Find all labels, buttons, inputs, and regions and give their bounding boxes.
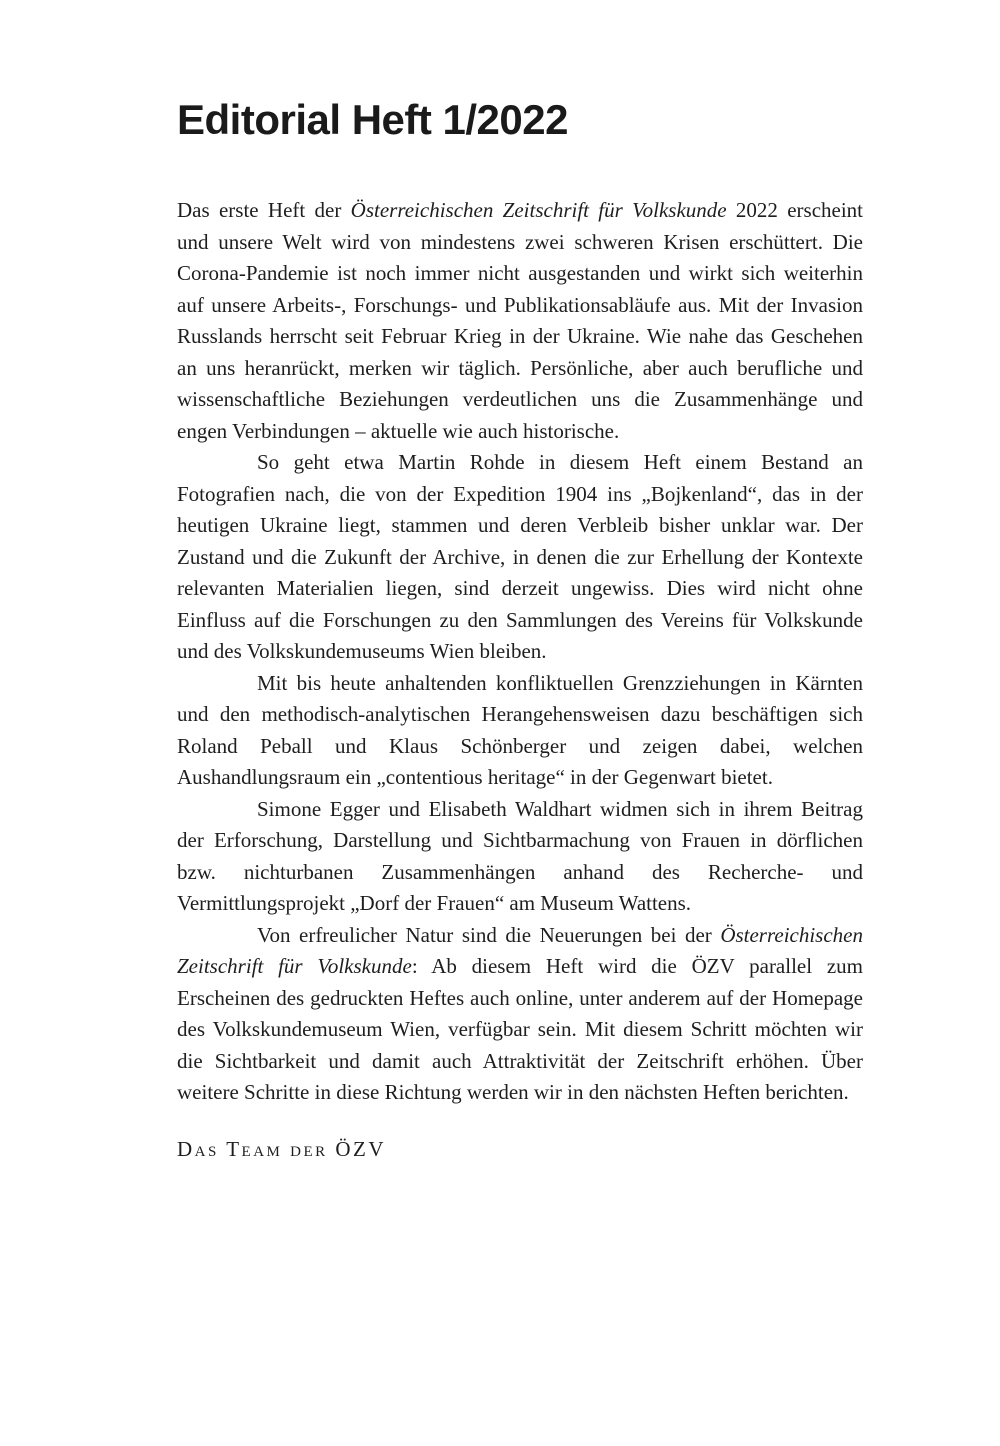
paragraph (177, 668, 863, 794)
paragraph-text: : Ab diesem Heft wird die ÖZV parallel zum Erscheinen des gedruckten Heftes auch online, unter anderem auf der Homepage des Volkskundemuseum Wien, verfügbar sein. Mit diesem Schritt möchten wir die Sichtbarkeit und damit auch Attraktivität der Zeitschrift erhöhen. Über weitere Schritte in diese Richtung werden wir in den nächsten Heften berichten. (177, 954, 863, 1105)
paragraph-text: So geht etwa Martin Rohde in diesem Heft einem Bestand an Fotografien nach, die von der Expedition 1904 ins „Bojkenland“, das in der heutigen Ukraine liegt, stammen und deren Verbleib bisher unklar war. Der Zustand und die Zukunft der Archive, in denen die zur Erhellung der Kontexte relevanten Materialien liegen, sind derzeit ungewiss. Dies wird nicht ohne Einfluss auf die Forschungen zu den Sammlungen des Vereins für Volkskunde und des Volkskundemuseums Wien bleiben. (177, 450, 863, 664)
paragraph-text: 2022 erscheint und unsere Welt wird von mindestens zwei schweren Krisen erschüttert. Die Corona-Pandemie ist noch immer nicht ausgestanden und wirkt sich weiterhin auf unsere Arbeits-, Forschungs- und Publikationsabläufe aus. Mit der Invasion Russlands herrscht seit Februar Krieg in der Ukraine. Wie nahe das Geschehen an uns heranrückt, merken wir täglich. Persönliche, aber auch berufliche und wissenschaftliche Beziehungen verdeutlichen uns die Zusammenhänge und engen Verbindungen – aktuelle wie auch historische. (177, 198, 864, 443)
paragraph-text: Das erste Heft der (177, 198, 351, 223)
page-title: Editorial Heft 1/2022 (177, 96, 568, 143)
journal-name-italic: Österreichischen Zeitschrift für Volkskunde (350, 198, 727, 223)
paragraph-text: Von erfreulicher Natur sind die Neuerungen bei der (257, 922, 721, 947)
paragraph-text: Mit bis heute anhaltenden konfliktuellen Grenzziehungen in Kärnten und den methodisch-analytischen Herangehensweisen dazu beschäftigen sich Roland Peball und Klaus Schönberger und zeigen dabei, welchen Aushandlungsraum ein „contentious heritage“ in der Gegenwart bietet. (177, 670, 863, 790)
paragraph (177, 794, 863, 920)
journal-name-italic: Österreichischen Zeitschrift für Volkskunde (177, 922, 863, 979)
paragraph (177, 920, 863, 1109)
page-content (177, 96, 863, 1162)
editorial-body (177, 195, 863, 1109)
signature: Das Team der ÖZV (177, 1136, 387, 1161)
paragraph (177, 447, 863, 668)
paragraph (177, 195, 863, 447)
paragraph-text: Simone Egger und Elisabeth Waldhart widmen sich in ihrem Beitrag der Erforschung, Darstellung und Sichtbarmachung von Frauen in dörflichen bzw. nichturbanen Zusammenhängen anhand des Recherche- und Vermittlungsprojekt „Dorf der Frauen“ am Museum Wattens. (177, 796, 863, 916)
